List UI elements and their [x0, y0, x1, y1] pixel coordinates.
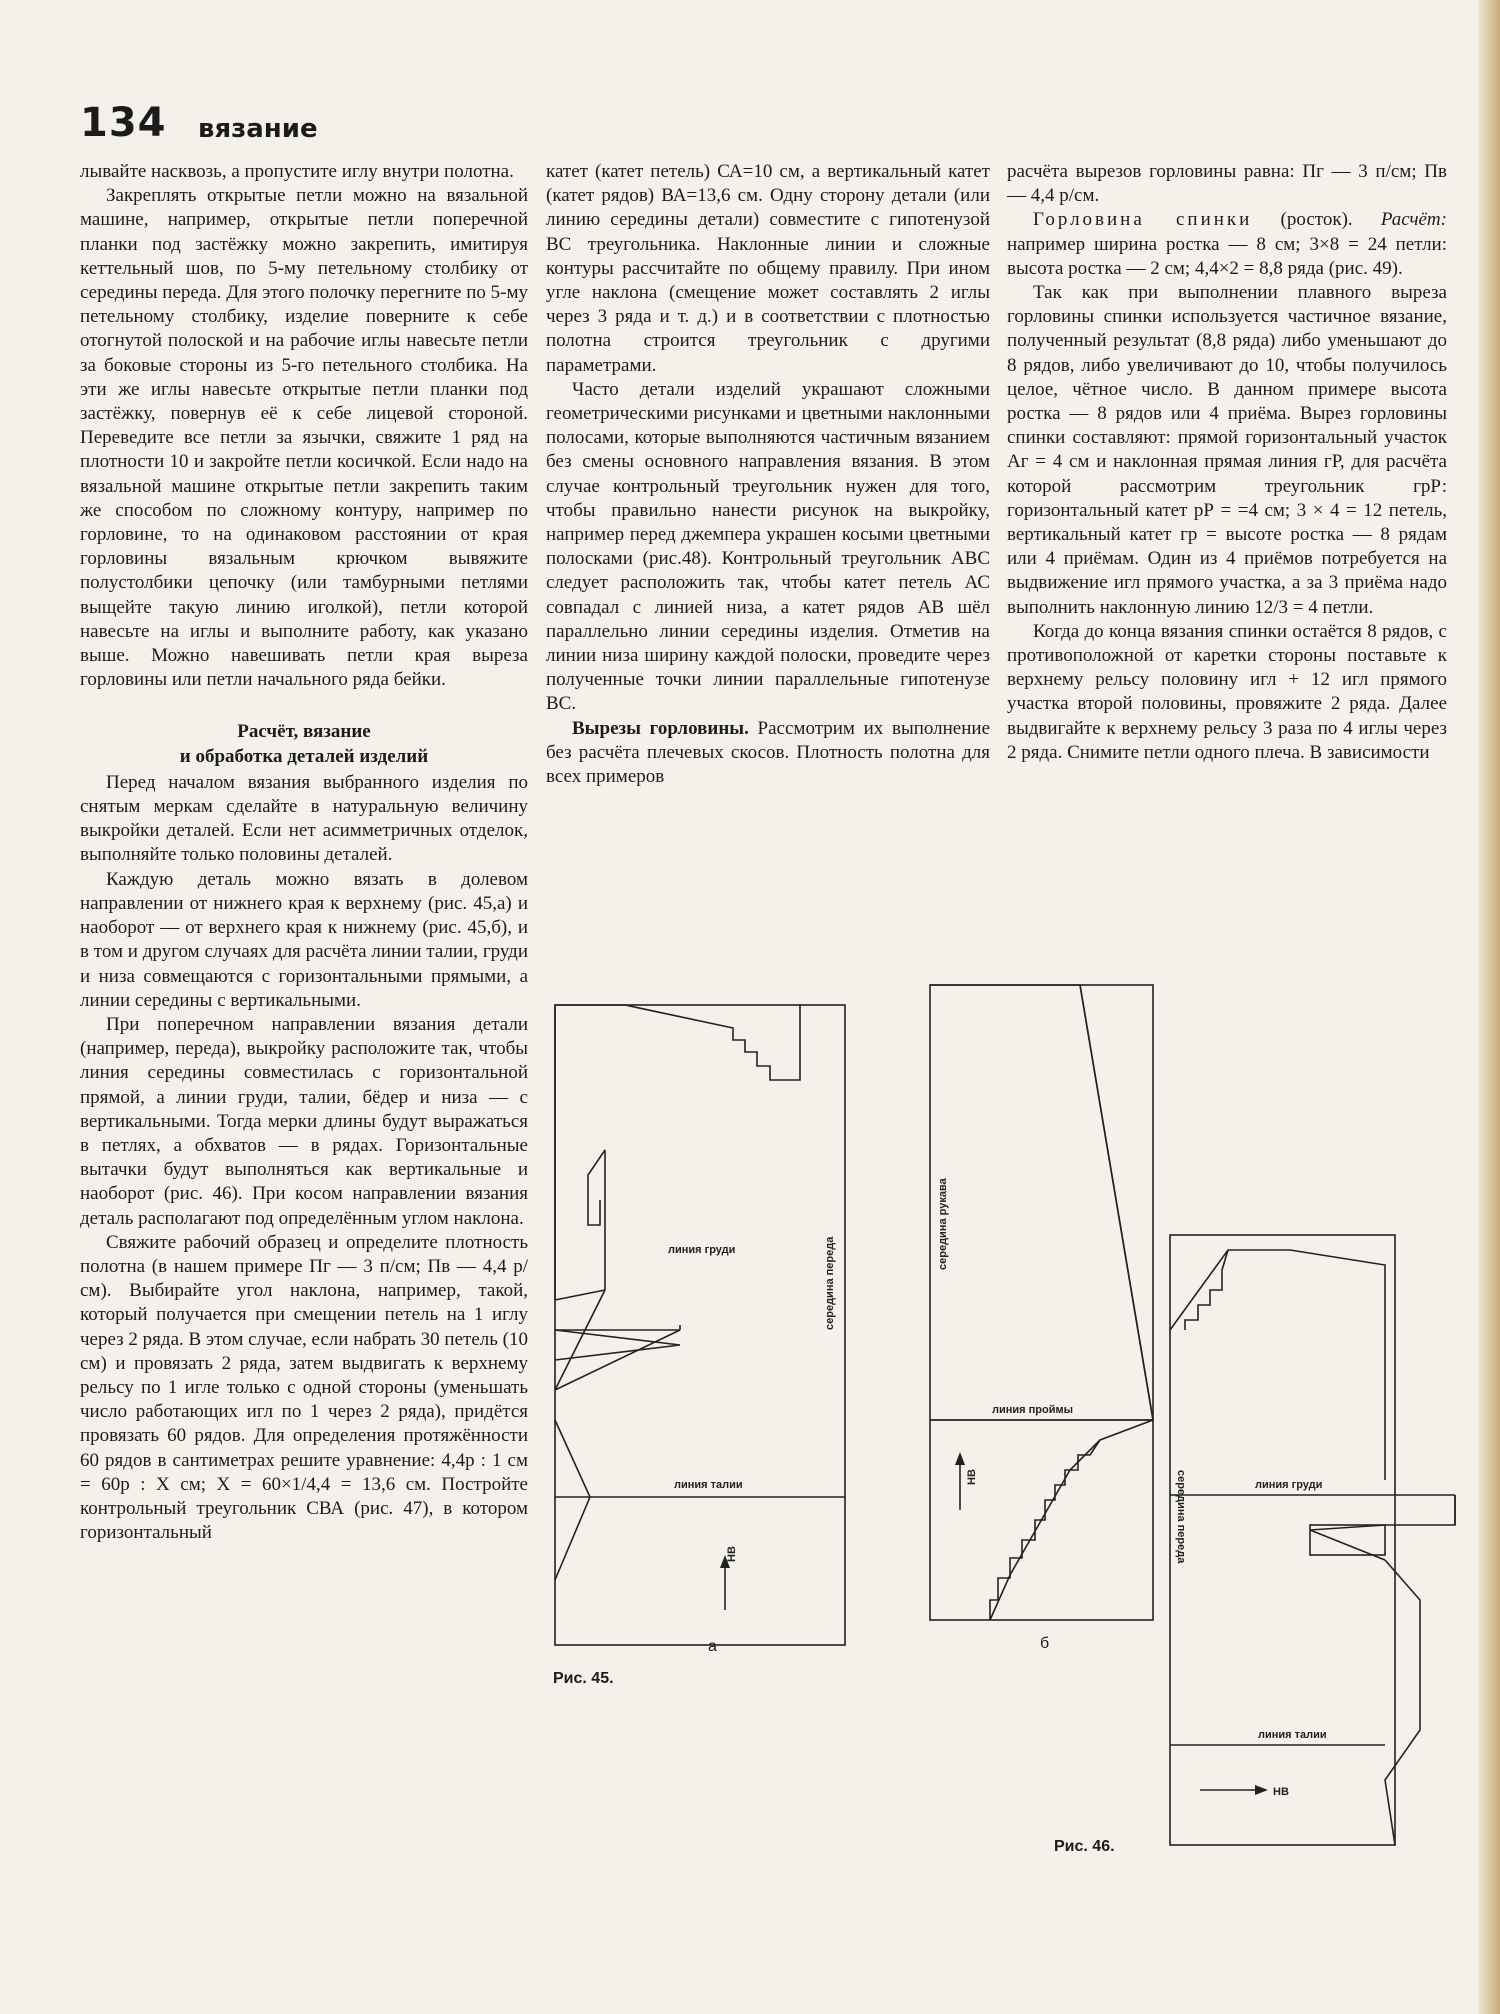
paragraph: При поперечном направлении вязания детали (например, переда), выкройку расположите так, чтобы линия середины совместилась с горизонтальной прямой, а линии груди, талии, бёдер и низа — с вертикальными. Тогда мерки длины будут выражаться в петлях, а обхватов — в рядах. Горизонтальные вытачки будут выполняться как вертикальные и наоборот (рис. 46). При косом направлении вязания деталь располагают под определённым углом наклона. [80, 1013, 528, 1229]
direction-label-a: НВ [726, 1546, 738, 1562]
figure-45b [930, 985, 1153, 1620]
section-title: вязание [198, 114, 318, 144]
paragraph-text: Рассмотрим их выполнение без расчёта плечевых скосов. Плотность полотна для всех примеров [546, 717, 990, 788]
waist-line-label: линия талии [674, 1479, 743, 1491]
paragraph: Так как при выполнении плавного выреза горловины спинки используется частичное вязание, полученный результат (8,8 ряда) либо уменьшают до 8 рядов, либо увеличивают до 10, чтобы получилось целое, чётное число. В данном примере высота ростка — 8 рядов или 4 приёма. Вырез горловины спинки составляют: прямой горизонтальный участок Аг = 4 см и наклонная прямая линия гР, для расчёта которой рассмотрим треугольник грР: горизонтальный катет рР = =4 см; 3 × 4 = 12 петель, вертикальный катет гр = высоте ростка — 8 рядам или 4 приёмам. Один из 4 приёмов потребуется на выдвижение игл прямого участка, а за 3 приёма надо выполнить наклонную линию 12/3 = 4 петли. [1007, 282, 1447, 618]
paragraph-text: (росток). [1252, 209, 1353, 231]
armhole-line-label: линия проймы [992, 1404, 1074, 1416]
inline-heading: Вырезы горловины. [572, 717, 749, 739]
front-center-label-46: середина переда [1175, 1470, 1187, 1564]
paragraph: лывайте насквозь, а пропустите иглу внутри полотна. [80, 161, 514, 182]
paragraph: Каждую деталь можно вязать в долевом направлении от нижнего края к верхнему (рис. 45,а) и наоборот — от верхнего края к нижнему (рис. 45,б), и в том и другом случаях для расчёта линии талии, груди и низа совмещаются с горизонтальными прямыми, а линии середины с вертикальными. [80, 868, 528, 1011]
figure-46-frame [1170, 1235, 1395, 1845]
figure-45a-frame [555, 1005, 845, 1645]
paragraph: Свяжите рабочий образец и определите плотность полотна (в нашем примере Пг — 3 п/см; Пв — 4,4 р/см). Выбирайте угол наклона, например, такой, который получается при смещении петель на 1 иглу через 2 ряда. В этом случае, если набрать 30 петель (10 см) и провязать 2 ряда, затем выдвигать к верхнему рельсу по 1 игле только с одной стороны (уменьшать число работающих игл по 1 через 2 ряда), придётся провязать 60 рядов. Для определения протяжённости 60 рядов в сантиметрах решите уравнение: 4,4р : 1 см = 60р : Х см; Х = 60×1/4,4 = 13,6 см. Постройте контрольный треугольник СВА (рис. 47), в котором горизонтальный [80, 1231, 528, 1544]
arrow-head-b [955, 1452, 965, 1465]
chest-line-label: линия груди [668, 1244, 736, 1256]
figure-46-caption: Рис. 46. [1054, 1838, 1115, 1855]
direction-label-b: НВ [966, 1469, 978, 1485]
paragraph: Закреплять открытые петли можно на вязальной машине, например, открытые петли поперечной планки под застёжку можно закрепить, имитируя кеттельный шов, по 5-му петельному столбику от середины переда. Для этого полочку перегните по 5-му петельному столбику, изделие поверните к себе отогнутой полоской и на рабочие иглы навесьте петли за боковые стороны из 5-го петельного столбика. На эти же иглы навесьте открытые петли планки под застёжку, повернув её к себе лицевой стороной. Переведите все петли за язычки, свяжите 1 ряд на плотности 10 и закройте петли косичкой. Если надо на вязальной машине открытые петли закрепить таким же способом по сложному контуру, например по горловине, то на одинаковом расстоянии от края горловины вязальным крючком вывяжите полустолбики цепочку (или тамбурными петлями выщейте такую линию иголкой), петли которой навесьте на иглы и выполните работу, как указано выше. Можно навешивать петли края выреза горловины или петли начального ряда бейки. [80, 185, 528, 691]
figure-46 [1170, 1235, 1455, 1845]
figure-45a-sublabel: а [708, 1638, 717, 1655]
chest-line-label-46: линия груди [1255, 1479, 1323, 1491]
subheading-line-1: Расчёт, вязание [237, 721, 371, 743]
front-center-label: середина переда [824, 1236, 836, 1330]
sleeve-center-label: середина рукава [937, 1178, 949, 1270]
paragraph-text: например ширина ростка — 8 см; 3×8 = 24 петли: высота ростка — 2 см; 4,4×2 = 8,8 ряда (рис. 49). [1007, 233, 1447, 279]
direction-label-46: НВ [1273, 1786, 1289, 1798]
page-number: 134 [80, 100, 167, 146]
subheading-line-2: и обработка деталей изделий [179, 745, 429, 767]
waist-line-label-46: линия талии [1258, 1729, 1327, 1741]
italic-lead: Расчёт: [1380, 209, 1447, 231]
figure-45b-sublabel: б [1040, 1635, 1050, 1652]
figure-45-caption: Рис. 45. [553, 1670, 614, 1687]
paragraph: Часто детали изделий украшают сложными геометрическими рисунками и цветными наклонными полосами, которые выполняются частичным вязанием без смены основного направления вязания. В этом случае контрольный треугольник нужен для того, чтобы правильно нанести рисунок на выкройку, например перед джемпера украшен косыми цветными полосками (рис.48). Контрольный треугольник АВС следует расположить так, чтобы катет петель АС совпадал с линией низа, а катет рядов АВ шёл параллельно линии середины изделия. Отметив на линии низа ширину каждой полоски, проведите через полученные точки линии параллельные гипотенузе ВС. [546, 378, 990, 715]
arrow-head-46 [1255, 1785, 1268, 1795]
inline-heading: Горловина спинки [1033, 209, 1253, 231]
paragraph: расчёта вырезов горловины равна: Пг — 3 п/см; Пв — 4,4 р/см. [1007, 161, 1447, 207]
paragraph: Перед началом вязания выбранного изделия по снятым меркам сделайте в натуральную величину выкройки деталей. Если нет асимметричных отделок, выполняйте только половины деталей. [80, 771, 528, 866]
figure-45a [555, 1005, 845, 1645]
figure-45b-frame [930, 985, 1153, 1620]
paragraph: катет (катет петель) СА=10 см, а вертикальный катет (катет рядов) ВА=13,6 см. Одну сторону детали (или линию середины детали) совместите с гипотенузой ВС треугольника. Наклонные линии и сложные контуры рассчитайте по общему правилу. При ином угле наклона (смещение может составлять 2 иглы через 3 ряда и т. д.) и в соответствии с плотностью полотна строится треугольник с другими параметрами. [546, 161, 990, 376]
paragraph: Когда до конца вязания спинки остаётся 8 рядов, с противоположной от каретки стороны поставьте к верхнему рельсу половину игл + 12 игл прямого участка второй половины, провяжите 2 ряда. Далее выдвигайте к верхнему рельсу 3 раза по 4 иглы через 2 ряда. Снимите петли одного плеча. В зависимости [1007, 620, 1447, 763]
